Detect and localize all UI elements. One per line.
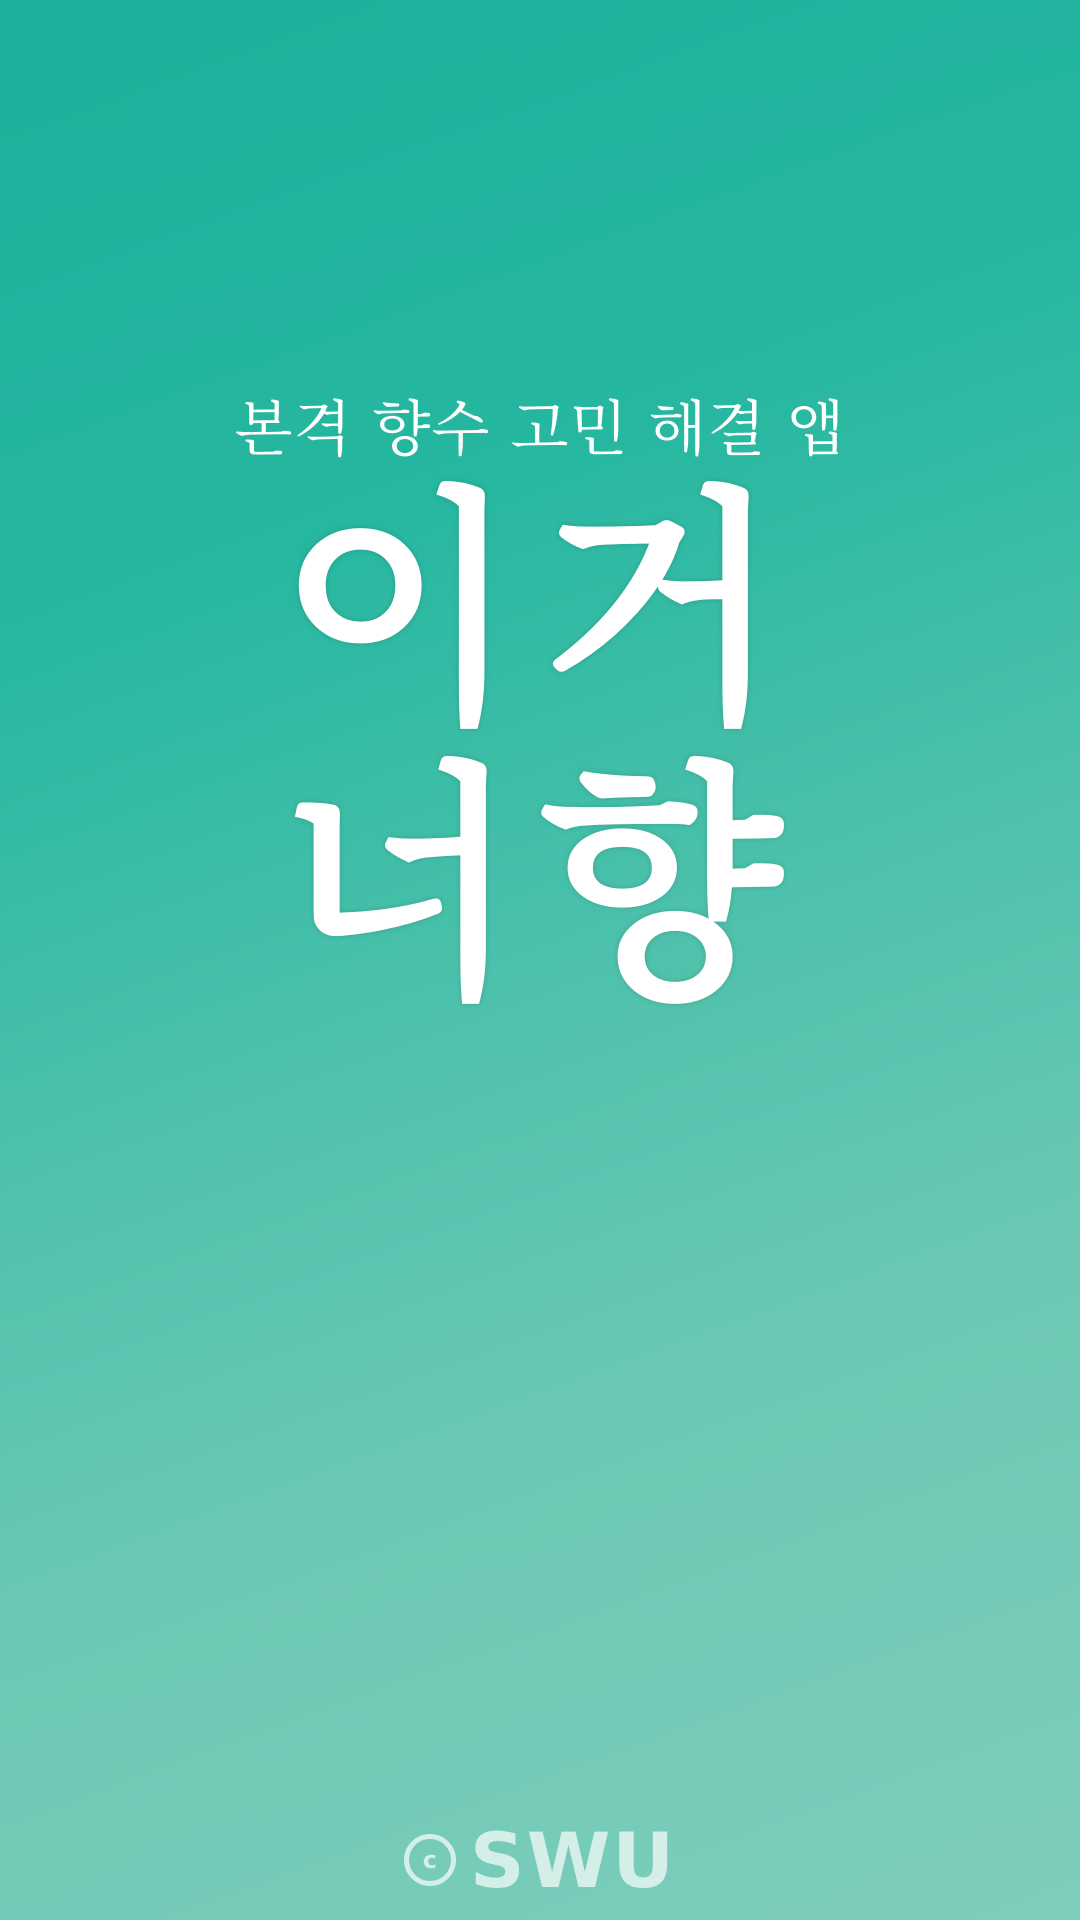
tagline: 본격 향수 고민 해결 앱 bbox=[234, 395, 846, 465]
app-logo-line-1: 이거 bbox=[278, 463, 802, 757]
app-logo-line-2: 너향 bbox=[278, 738, 802, 1032]
copyright-icon: c bbox=[404, 1834, 456, 1886]
footer-copyright bbox=[0, 1815, 1080, 1905]
brand-name: SWU bbox=[469, 1815, 677, 1905]
